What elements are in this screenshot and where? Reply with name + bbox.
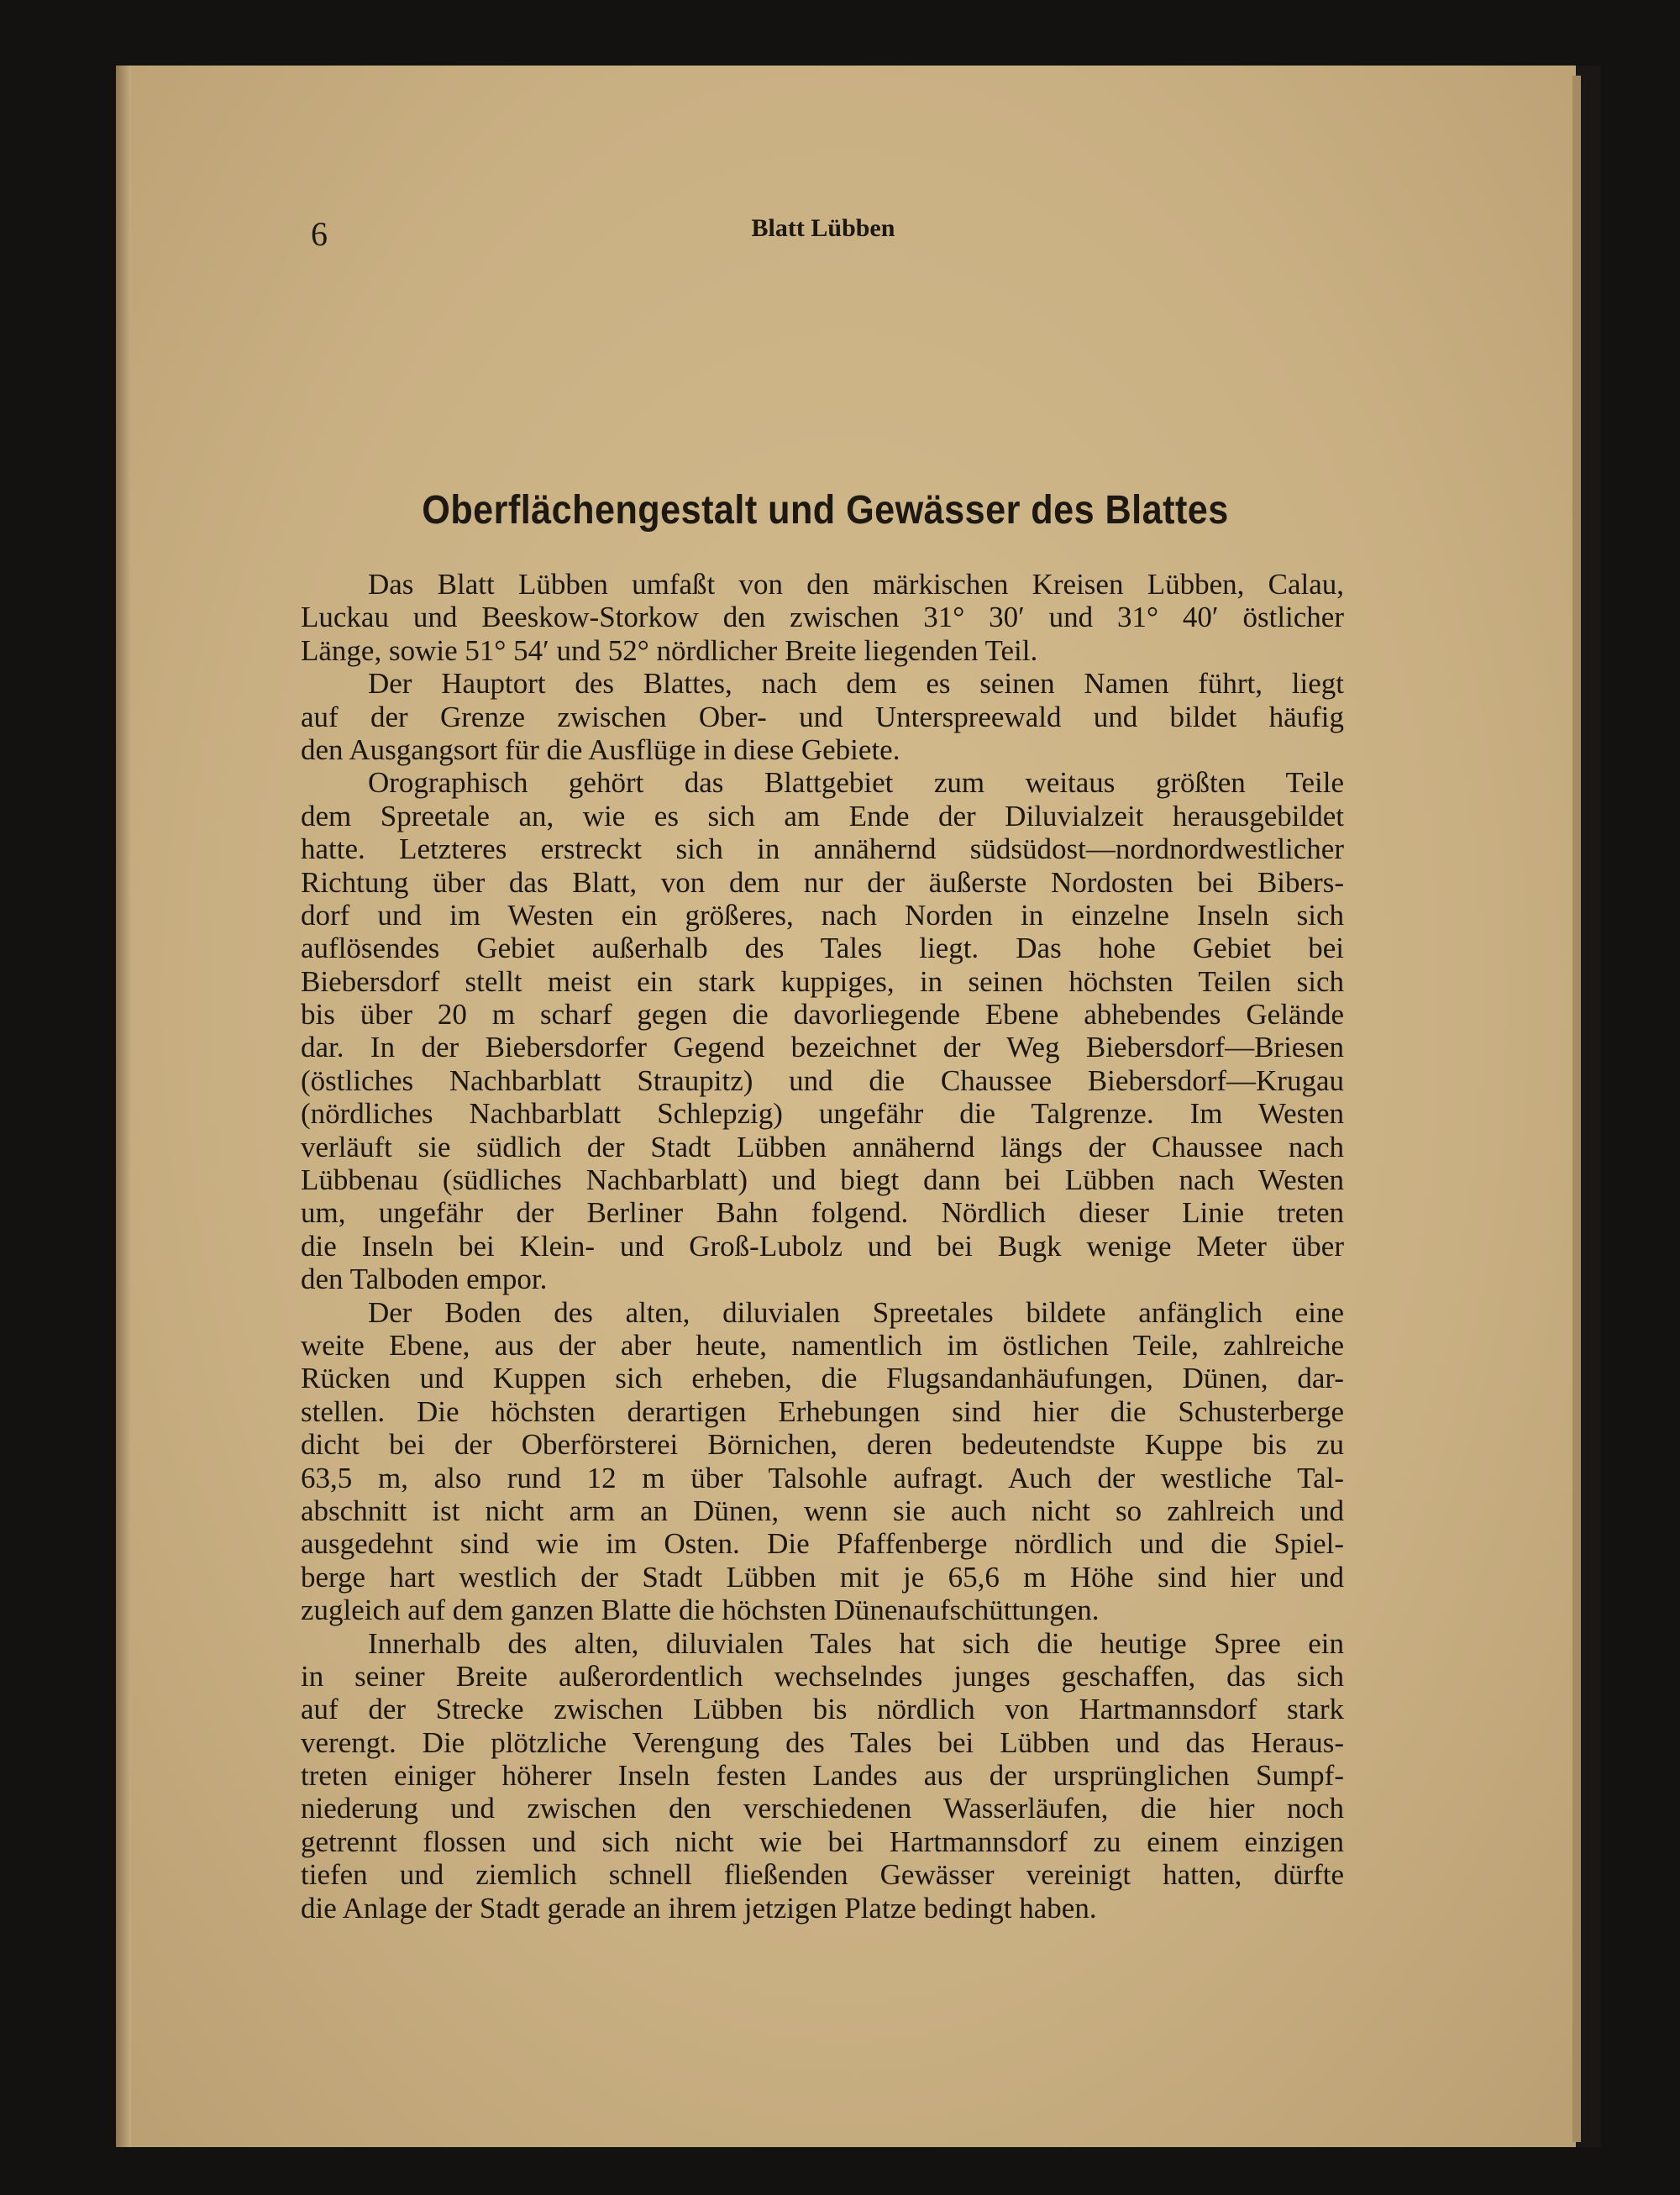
text-line: Richtung über das Blatt, von dem nur der äußerste Nordosten bei Bibers- (301, 865, 1344, 899)
text-line: in seiner Breite außerordentlich wechselndes junges geschaffen, das sich (301, 1659, 1344, 1693)
text-line: Biebersdorf stellt meist ein stark kuppiges, in seinen höchsten Teilen sich (301, 964, 1344, 998)
text-line: weite Ebene, aus der aber heute, namentlich im östlichen Teile, zahlreiche (301, 1328, 1344, 1362)
text-line: ausgedehnt sind wie im Osten. Die Pfaffenberge nördlich und die Spiel- (301, 1527, 1344, 1561)
text-line: hatte. Letzteres erstreckt sich in annähernd südsüdost—nordnordwestlicher (301, 832, 1344, 866)
text-line: berge hart westlich der Stadt Lübben mit je 65,6 m Höhe sind hier und (301, 1560, 1344, 1594)
text-line: auf der Strecke zwischen Lübben bis nördlich von Hartmannsdorf stark (301, 1693, 1344, 1726)
text-line: Länge, sowie 51° 54′ und 52° nördlicher Breite liegenden Teil. (301, 633, 1038, 667)
text-line: dorf und im Westen ein größeres, nach Norden in einzelne Inseln sich (301, 898, 1344, 932)
paragraph (301, 766, 1344, 1295)
text-line: treten einiger höherer Inseln festen Landes aus der ursprünglichen Sumpf- (301, 1759, 1344, 1793)
page-number: 6 (311, 215, 328, 253)
next-page-edge (1572, 76, 1581, 2142)
paragraph (301, 568, 1344, 667)
text-line: auflösendes Gebiet außerhalb des Tales liegt. Das hohe Gebiet bei (301, 932, 1344, 965)
text-line: den Talboden empor. (301, 1263, 548, 1296)
text-line: den Ausgangsort für die Ausflüge in diese Gebiete. (301, 733, 900, 766)
text-line: getrennt flossen und sich nicht wie bei Hartmannsdorf zu einem einzigen (301, 1825, 1344, 1858)
paragraph (301, 1296, 1344, 1627)
text-line: Orographisch gehört das Blattgebiet zum weitaus größten Teile (368, 766, 1344, 800)
text-line: Lübbenau (südliches Nachbarblatt) und biegt dann bei Lübben nach Westen (301, 1163, 1344, 1197)
paragraph (301, 1627, 1344, 1925)
paragraph (301, 667, 1344, 766)
text-line: Das Blatt Lübben umfaßt von den märkischen Kreisen Lübben, Calau, (368, 568, 1344, 601)
text-line: dem Spreetale an, wie es sich am Ende der Diluvialzeit herausgebildet (301, 799, 1344, 832)
text-line: verengt. Die plötzliche Verengung des Tales bei Lübben und das Heraus- (301, 1725, 1344, 1759)
text-line: stellen. Die höchsten derartigen Erhebungen sind hier die Schusterberge (301, 1394, 1344, 1428)
text-line: Der Boden des alten, diluvialen Spreetales bildete anfänglich eine (368, 1295, 1344, 1329)
text-line: (nördliches Nachbarblatt Schlepzig) ungefähr die Talgrenze. Im Westen (301, 1097, 1344, 1131)
text-line: zugleich auf dem ganzen Blatte die höchsten Dünenaufschüttungen. (301, 1594, 1100, 1627)
text-line: tiefen und ziemlich schnell fließenden Gewässer vereinigt hatten, dürfte (301, 1858, 1344, 1892)
text-line: um, ungefähr der Berliner Bahn folgend. Nördlich dieser Linie treten (301, 1196, 1344, 1230)
text-line: 63,5 m, also rund 12 m über Talsohle aufragt. Auch der westliche Tal- (301, 1461, 1344, 1494)
text-line: niederung und zwischen den verschiedenen Wasserläufen, die hier noch (301, 1792, 1344, 1825)
text-line: dicht bei der Oberförsterei Börnichen, deren bedeutendste Kuppe bis zu (301, 1428, 1344, 1462)
running-title: Blatt Lübben (751, 214, 895, 242)
text-line: Innerhalb des alten, diluvialen Tales hat sich die heutige Spree ein (368, 1626, 1344, 1660)
text-line: Der Hauptort des Blattes, nach dem es seinen Namen führt, liegt (368, 667, 1344, 701)
text-line: verläuft sie südlich der Stadt Lübben annähernd längs der Chaussee nach (301, 1130, 1344, 1163)
text-line: auf der Grenze zwischen Ober- und Unterspreewald und bildet häufig (301, 700, 1344, 733)
text-line: die Inseln bei Klein- und Groß-Lubolz und bei Bugk wenige Meter über (301, 1229, 1344, 1263)
section-title: Oberflächengestalt und Gewässer des Blattes (422, 488, 1229, 533)
text-line: Rücken und Kuppen sich erheben, die Flugsandanhäufungen, Dünen, dar- (301, 1362, 1344, 1395)
text-line: abschnitt ist nicht arm an Dünen, wenn sie auch nicht so zahlreich und (301, 1494, 1344, 1527)
text-line: (östliches Nachbarblatt Straupitz) und die Chaussee Biebersdorf—Krugau (301, 1063, 1344, 1097)
body-text (301, 568, 1344, 1925)
text-line: Luckau und Beeskow-Storkow den zwischen 31° 30′ und 31° 40′ östlicher (301, 601, 1344, 634)
text-line: dar. In der Biebersdorfer Gegend bezeichnet der Weg Biebersdorf—Briesen (301, 1031, 1344, 1064)
text-line: die Anlage der Stadt gerade an ihrem jetzigen Platze bedingt haben. (301, 1891, 1097, 1925)
text-line: bis über 20 m scharf gegen die davorliegende Ebene abhebendes Gelände (301, 998, 1344, 1032)
